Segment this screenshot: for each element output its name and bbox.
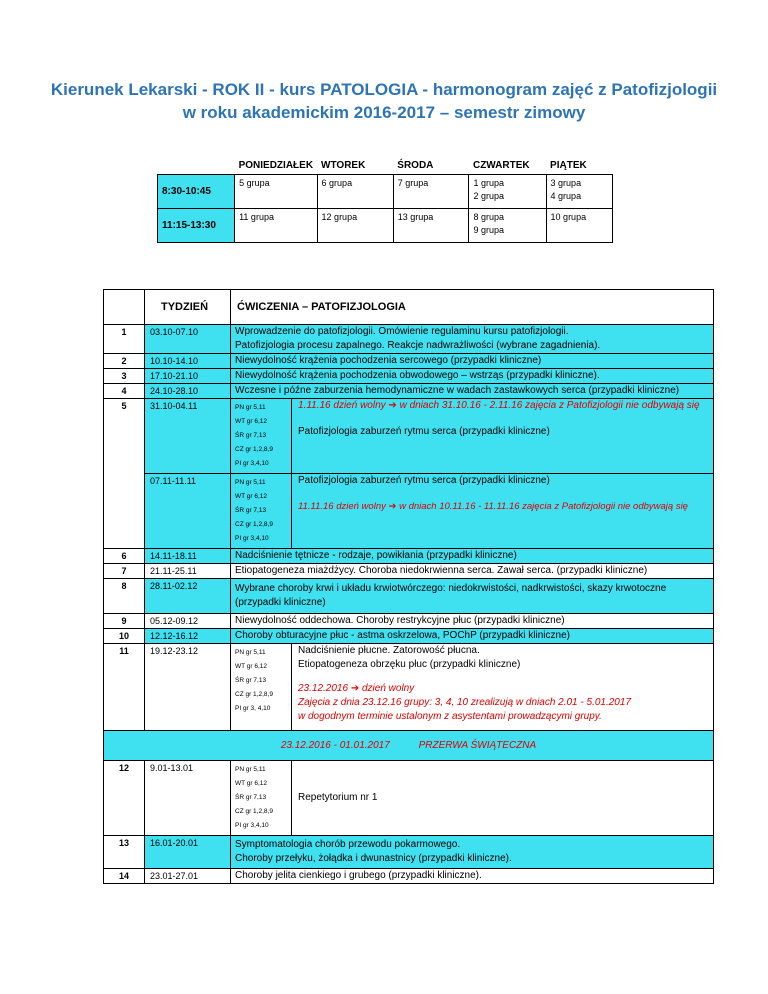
row-date: 14.11-18.11	[145, 549, 231, 564]
row-number: 1	[104, 325, 145, 354]
day-header: PIĄTEK	[546, 157, 612, 175]
row-number: 3	[104, 369, 145, 384]
row-number: 9	[104, 614, 145, 629]
row-topic: Choroby jelita cienkiego i grubego (przypadki kliniczne).	[231, 869, 714, 884]
row-date: 03.10-07.10	[145, 325, 231, 354]
week-header: TYDZIEŃ	[145, 290, 231, 325]
row-date: 17.10-21.10	[145, 369, 231, 384]
holiday-note: 1.11.16 dzień wolny ➔ w dniach 31.10.16 - 2.11.16 zajęcia z Patofizjologii nie odbywają się	[298, 400, 700, 411]
page-title-line1: Kierunek Lekarski - ROK II - kurs PATOLOGIA - harmonogram zajęć z Patofizjologii	[50, 80, 718, 99]
row-topic: Symptomatologia chorób przewodu pokarmowego. Choroby przełyku, żołądka i dwunastnicy (przypadki kliniczne).	[231, 836, 714, 869]
holiday-note: 11.11.16 dzień wolny ➔ w dniach 10.11.16 - 11.11.16 zajęcia z Patofizjologii nie odbywają się	[298, 501, 688, 512]
number-header	[104, 290, 145, 325]
row-topic: 1.11.16 dzień wolny ➔ w dniach 31.10.16 - 2.11.16 zajęcia z Patofizjologii nie odbywają się Patofizjologia zaburzeń rytmu serca (przypadki kliniczne)	[292, 399, 714, 474]
holiday-break-row: 23.12.2016 - 01.01.2017 PRZERWA ŚWIĄTECZNA	[104, 731, 714, 761]
row-number: 6	[104, 549, 145, 564]
row-number: 10	[104, 629, 145, 644]
row-date: 23.01-27.01	[145, 869, 231, 884]
row-topic: Nadciśnienie tętnicze - rodzaje, powikłania (przypadki kliniczne)	[231, 549, 714, 564]
holiday-note: Zajęcia z dnia 23.12.16 grupy: 3, 4, 10 zrealizują w dniach 2.01 - 5.01.2017	[298, 697, 631, 708]
day-header: PONIEDZIAŁEK	[235, 157, 317, 175]
row-number: 12	[104, 761, 145, 836]
row-date: 31.10-04.11	[145, 399, 231, 474]
row-topic: Wczesne i późne zaburzenia hemodynamiczne w wadach zastawkowych serca (przypadki kliniczne)	[231, 384, 714, 399]
row-date: 12.12-16.12	[145, 629, 231, 644]
row-topic: Wprowadzenie do patofizjologii. Omówienie regulaminu kursu patofizjologii. Patofizjologia procesu zapalnego. Reakcje nadwrażliwości (wybrane zagadnienia).	[231, 325, 714, 354]
group-list: PN gr 5,11 WT gr 6,12 ŚR gr 7,13 CZ gr 1,2,8,9 PI gr 3,4,10	[231, 474, 292, 549]
group-cell: 10 grupa	[546, 209, 612, 243]
group-cell: 3 grupa 4 grupa	[546, 175, 612, 209]
group-cell: 7 grupa	[393, 175, 469, 209]
row-date: 9.01-13.01	[145, 761, 231, 836]
weekly-schedule-table	[157, 157, 613, 243]
row-topic: Patofizjologia zaburzeń rytmu serca (przypadki kliniczne) 11.11.16 dzień wolny ➔ w dniach 10.11.16 - 11.11.16 zajęcia z Patofizjologii nie odbywają się	[292, 474, 714, 549]
row-number: 14	[104, 869, 145, 884]
time-slot: 8:30-10:45	[158, 175, 235, 209]
row-topic: Etiopatogeneza miażdżycy. Choroba niedokrwienna serca. Zawał serca. (przypadki kliniczne)	[231, 564, 714, 579]
page-title-line2: w roku akademickim 2016-2017 – semestr zimowy	[182, 103, 586, 122]
corner-cell	[158, 157, 235, 175]
row-date: 05.12-09.12	[145, 614, 231, 629]
day-header: WTOREK	[317, 157, 393, 175]
topic-header: ĆWICZENIA – PATOFIZJOLOGIA	[231, 290, 714, 325]
group-cell: 5 grupa	[235, 175, 317, 209]
row-number: 2	[104, 354, 145, 369]
group-cell: 12 grupa	[317, 209, 393, 243]
row-topic: Nadciśnienie płucne. Zatorowość płucna. Etiopatogeneza obrzęku płuc (przypadki kliniczne) 23.12.2016 ➔ dzień wolny Zajęcia z dnia 23.12.16 grupy: 3, 4, 10 zrealizują w dniach 2.01 - 5.01.2017 w dogodnym terminie ustalonym z asystentami prowadzącymi grupy.	[292, 644, 714, 731]
row-date: 24.10-28.10	[145, 384, 231, 399]
day-header: ŚRODA	[393, 157, 469, 175]
row-topic: Choroby obturacyjne płuc - astma oskrzelowa, POChP (przypadki kliniczne)	[231, 629, 714, 644]
row-topic: Niewydolność krążenia pochodzenia obwodowego – wstrząs (przypadki kliniczne).	[231, 369, 714, 384]
day-header: CZWARTEK	[469, 157, 546, 175]
row-date: 21.11-25.11	[145, 564, 231, 579]
group-list: PN gr 5,11 WT gr 6,12 ŚR gr 7,13 CZ gr 1,2,8,9 PI gr 3, 4,10	[231, 644, 292, 731]
row-number: 13	[104, 836, 145, 869]
group-list: PN gr 5,11 WT gr 6,12 ŚR gr 7,13 CZ gr 1,2,8,9 PI gr 3,4,10	[231, 399, 292, 474]
row-topic: Repetytorium nr 1	[292, 761, 714, 836]
row-number: 8	[104, 579, 145, 614]
group-cell: 8 grupa 9 grupa	[469, 209, 546, 243]
row-date: 16.01-20.01	[145, 836, 231, 869]
row-date: 19.12-23.12	[145, 644, 231, 731]
row-number: 4	[104, 384, 145, 399]
topics-table	[103, 289, 714, 884]
row-number: 5	[104, 399, 145, 549]
row-date: 07.11-11.11	[145, 474, 231, 549]
group-list: PN gr 5,11 WT gr 6,12 ŚR gr 7,13 CZ gr 1,2,8,9 PI gr 3,4,10	[231, 761, 292, 836]
row-topic: Niewydolność oddechowa. Choroby restrykcyjne płuc (przypadki kliniczne)	[231, 614, 714, 629]
row-topic: Wybrane choroby krwi i układu krwiotwórczego: niedokrwistości, nadkrwistości, skazy krwotoczne (przypadki kliniczne)	[231, 579, 714, 614]
group-cell: 1 grupa 2 grupa	[469, 175, 546, 209]
time-slot: 11:15-13:30	[158, 209, 235, 243]
row-topic: Niewydolność krążenia pochodzenia sercowego (przypadki kliniczne)	[231, 354, 714, 369]
holiday-note: w dogodnym terminie ustalonym z asystentami prowadzącymi grupy.	[298, 711, 602, 722]
holiday-note: 23.12.2016 ➔ dzień wolny	[298, 683, 415, 694]
group-cell: 11 grupa	[235, 209, 317, 243]
group-cell: 6 grupa	[317, 175, 393, 209]
row-date: 10.10-14.10	[145, 354, 231, 369]
row-number: 7	[104, 564, 145, 579]
group-cell: 13 grupa	[393, 209, 469, 243]
row-date: 28.11-02.12	[145, 579, 231, 614]
row-number: 11	[104, 644, 145, 731]
